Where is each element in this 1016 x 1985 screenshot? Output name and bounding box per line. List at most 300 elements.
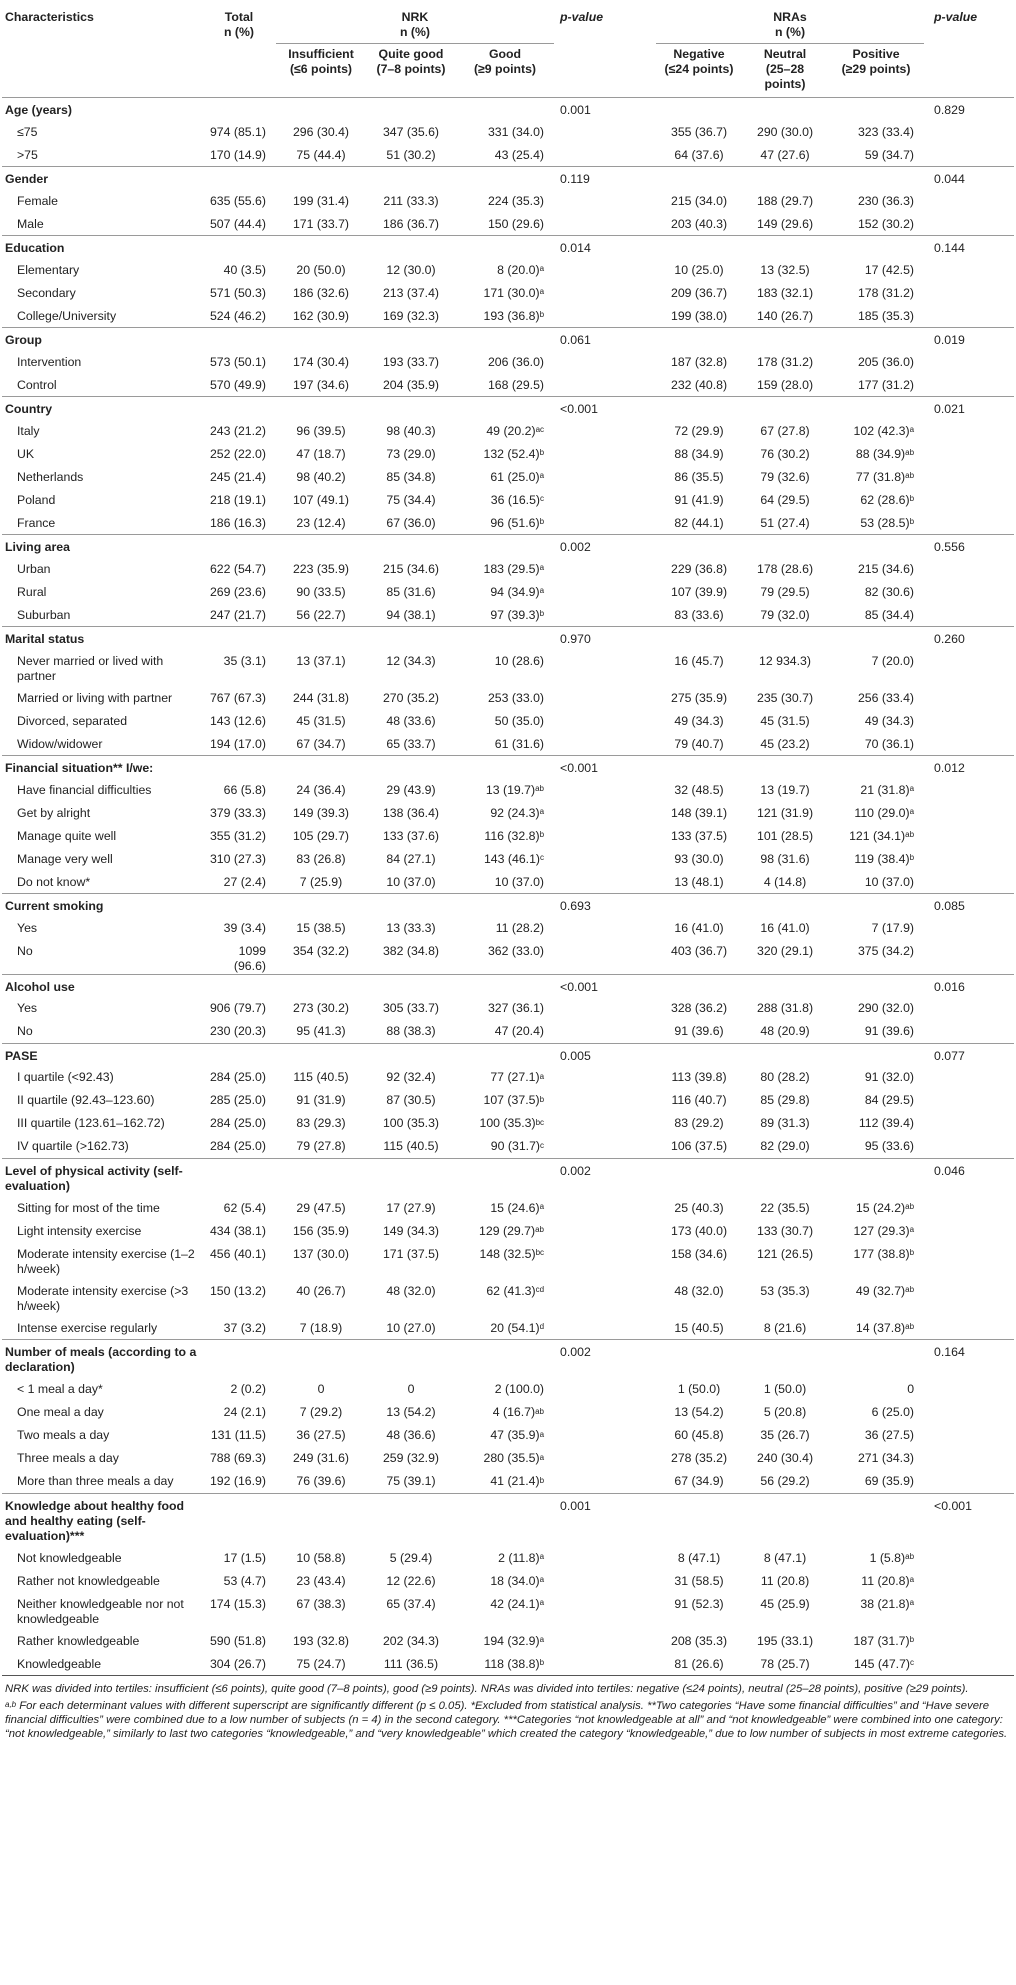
table-row [2, 848, 1014, 871]
cell-value: 10 (58.8) [296, 1550, 346, 1565]
group-row [2, 167, 1014, 190]
cell-value: 12 (22.6) [386, 1573, 436, 1588]
cell-total: 186 (16.3) [209, 515, 266, 530]
table-row [2, 489, 1014, 512]
cell-value: 79 (32.0) [760, 607, 810, 622]
cell-value: 90 $(31.7)^c$ [490, 1139, 545, 1153]
cell-value: 73 (29.0) [386, 446, 436, 461]
cell-value: 13 (33.3) [386, 920, 436, 935]
significance-superscript: b [909, 1248, 915, 1258]
cell-value: 4 (14.8) [763, 874, 807, 889]
table-row [2, 558, 1014, 581]
cell-value: 240 (30.4) [756, 1451, 814, 1465]
group-title: Current smoking [2, 894, 202, 917]
cell-value: 275 (35.9) [670, 690, 728, 705]
cell-value: 51 (27.4) [760, 515, 810, 530]
cell-total: 379 (33.3) [209, 805, 266, 820]
cell-value: 20 (50.0) [296, 262, 346, 277]
p-value-nrk: 0.061 [554, 328, 656, 351]
cell-value: 64 (37.6) [674, 147, 724, 162]
cell-value: 169 (32.3) [382, 308, 440, 323]
table-row [2, 650, 1014, 687]
row-label: Have financial difficulties [17, 782, 152, 797]
row-label: Do not know* [17, 874, 91, 889]
cell-value: 133 (37.6) [382, 828, 440, 843]
p-value-nras: 0.085 [924, 894, 1014, 917]
row-label: Control [17, 377, 57, 392]
significance-superscript: c [910, 1658, 915, 1668]
row-label: Widow/widower [17, 736, 103, 751]
row-label: IV quartile (>162.73) [17, 1139, 129, 1153]
cell-value: 270 (35.2) [382, 690, 440, 705]
cell-total: 434 (38.1) [209, 1223, 266, 1238]
cell-value: 273 (30.2) [292, 1001, 350, 1015]
cell-value: 65 (33.7) [386, 736, 436, 751]
group-title: Marital status [2, 627, 202, 650]
table-row [2, 1470, 1014, 1493]
cell-value: 8 $(20.0)^a$ [497, 262, 545, 277]
significance-superscript: ab [905, 1552, 915, 1562]
cell-value: 5 (20.8) [763, 1405, 807, 1419]
table-footnotes [2, 1676, 1014, 1742]
cell-value: 13 (19.7) [760, 782, 810, 797]
cell-total: 284 (25.0) [209, 1116, 266, 1130]
cell-value: 331 (34.0) [487, 124, 545, 139]
cell-value: 208 (35.3) [670, 1633, 728, 1648]
cell-value: 97 $(39.3)^b$ [490, 607, 545, 622]
cell-value: 118 $(38.8)^b$ [484, 1656, 545, 1671]
cell-total: 1099 (96.6) [233, 943, 266, 973]
cell-value: 79 (27.8) [296, 1139, 346, 1153]
cell-value: 16 (41.0) [760, 920, 810, 935]
p-value-nrk: <0.001 [554, 397, 656, 420]
cell-value: 230 (36.3) [857, 193, 915, 208]
p-value-nras: 0.260 [924, 627, 1014, 650]
cell-total: 355 (31.2) [209, 828, 266, 843]
table-row [2, 733, 1014, 756]
significance-superscript: ab [905, 1322, 915, 1332]
cell-value: 11 (20.8) [760, 1573, 810, 1588]
cell-value: 204 (35.9) [382, 377, 440, 392]
table-row [2, 420, 1014, 443]
col-p-value-nras: p-value [934, 10, 978, 24]
cell-value: 75 (24.7) [296, 1656, 346, 1671]
cell-value: 101 (28.5) [756, 828, 814, 843]
cell-value: 10 (25.0) [674, 262, 724, 277]
table-row [2, 1089, 1014, 1112]
table-row [2, 213, 1014, 236]
table-row [2, 802, 1014, 825]
cell-value: 253 (33.0) [487, 690, 545, 705]
cell-value: 77 $(31.8)^{ab}$ [855, 469, 915, 484]
cell-value: 148 $(32.5)^{bc}$ [479, 1246, 545, 1261]
row-label: II quartile (92.43–123.60) [17, 1093, 155, 1107]
cell-value: 7 (25.9) [299, 874, 343, 889]
cell-value: 13 (48.1) [674, 874, 724, 889]
cell-value: 36 (27.5) [296, 1428, 346, 1442]
p-value-nrk: <0.001 [554, 756, 656, 779]
cell-total: 230 (20.3) [209, 1024, 266, 1038]
cell-value: 91 (31.9) [296, 1093, 346, 1107]
col-total: Total n (%) [223, 10, 255, 39]
cell-value: 79 (32.6) [760, 469, 810, 484]
cell-value: 85 (34.8) [386, 469, 436, 484]
cell-value: 98 (40.3) [386, 423, 436, 438]
significance-superscript: a [539, 1452, 545, 1462]
table-row [2, 604, 1014, 627]
cell-value: 224 (35.3) [487, 193, 545, 208]
cell-value: 61 (31.6) [494, 736, 545, 751]
cell-value: 67 (27.8) [760, 423, 810, 438]
cell-value: 327 (36.1) [487, 1001, 545, 1015]
row-label: Married or living with partner [17, 690, 173, 705]
cell-value: 16 (45.7) [674, 653, 724, 668]
row-label: Suburban [17, 607, 71, 622]
row-label: Moderate intensity exercise (1–2 h/week) [17, 1246, 195, 1276]
cell-value: 183 (32.1) [756, 285, 814, 300]
cell-value: 22 (35.5) [760, 1200, 810, 1215]
table-row [2, 466, 1014, 489]
table-row [2, 1547, 1014, 1570]
cell-value: 138 (36.4) [382, 805, 440, 820]
cell-value: 67 (36.0) [386, 515, 436, 530]
cell-value: 92 (32.4) [386, 1070, 436, 1084]
cell-total: 767 (67.3) [209, 690, 266, 705]
significance-superscript: a [539, 586, 545, 596]
p-value-nras: 0.019 [924, 328, 1014, 351]
cell-value: 15 (40.5) [674, 1320, 724, 1335]
cell-value: 53 (35.3) [760, 1283, 810, 1298]
row-label: ≤75 [17, 124, 38, 139]
cell-value: 375 (34.2) [857, 943, 915, 958]
cell-value: 2 $(11.8)^a$ [498, 1550, 545, 1565]
group-title: Knowledge about healthy food and healthy eating (self-evaluation)*** [2, 1493, 202, 1547]
cell-value: 197 (34.6) [292, 377, 350, 392]
cell-value: 129 $(29.7)^{ab}$ [479, 1223, 545, 1238]
significance-superscript: bc [535, 1248, 545, 1258]
cell-value: 59 (34.7) [864, 147, 915, 162]
cell-value: 0 [317, 1382, 325, 1396]
cell-value: 11 (28.2) [495, 920, 545, 935]
cell-value: 78 (25.7) [760, 1656, 810, 1671]
cell-value: 320 (29.1) [756, 943, 814, 958]
row-label: Urban [17, 561, 51, 576]
cell-total: 17 (1.5) [223, 1550, 266, 1565]
cell-total: 247 (21.7) [209, 607, 266, 622]
cell-total: 570 (49.9) [209, 377, 266, 392]
cell-value: 137 (30.0) [292, 1246, 350, 1261]
cell-value: 91 (52.3) [674, 1596, 724, 1611]
cell-value: 90 (33.5) [296, 584, 346, 599]
cell-total: 245 (21.4) [209, 469, 266, 484]
table-row [2, 144, 1014, 167]
cell-total: 622 (54.7) [209, 561, 266, 576]
cell-value: 76 (30.2) [760, 446, 810, 461]
cell-value: 48 (32.0) [386, 1283, 436, 1298]
cell-value: 173 (40.0) [670, 1223, 728, 1238]
table-row [2, 581, 1014, 604]
cell-value: 0 [407, 1382, 415, 1396]
cell-total: 62 (5.4) [223, 1200, 266, 1215]
table-row [2, 1593, 1014, 1630]
significance-superscript: c [540, 853, 545, 863]
cell-value: 271 (34.3) [857, 1451, 915, 1465]
row-label: Manage very well [17, 851, 113, 866]
cell-total: 304 (26.7) [209, 1656, 266, 1671]
cell-total: 143 (12.6) [209, 713, 266, 728]
cell-value: 223 (35.9) [292, 561, 350, 576]
cell-value: 100 $(35.3)^{bc}$ [479, 1116, 545, 1130]
cell-value: 12 934.3) [759, 653, 811, 668]
cell-value: 10 (27.0) [386, 1320, 436, 1335]
significance-superscript: a [539, 471, 545, 481]
group-row [2, 974, 1014, 997]
cell-value: 84 (27.1) [386, 851, 436, 866]
cell-value: 121 $(34.1)^{ab}$ [849, 828, 915, 843]
cell-value: 89 (31.3) [760, 1116, 810, 1130]
cell-value: 96 $(51.6)^b$ [490, 515, 545, 530]
significance-superscript: b [539, 1094, 545, 1104]
cell-value: 2 (100.0) [494, 1382, 545, 1396]
cell-value: 195 (33.1) [756, 1633, 814, 1648]
footnote-significance: $^{a,b}$ For each determinant values with different superscript are significantly different (p ≤ 0.05). *Excluded from statistical analysis. **Two categories “Have some financial difficulties” and “Have severe financial difficulties” were combined due to a low number of subjects (n = 4) in the second category. ***Categories “not knowledgeable at all” and “not knowledgeable” were combined into one category: “not knowledgeable,” similarly to last two categories “knowledgeable,” and “very knowledgeable” which created the category “knowledgeable,” due to low number of subjects in most extreme categories. [5, 1699, 1008, 1740]
cell-value: 1 (50.0) [763, 1382, 807, 1396]
cell-total: 573 (50.1) [209, 354, 266, 369]
cell-value: 94 $(34.9)^a$ [490, 584, 545, 599]
significance-superscript: d [539, 1322, 545, 1332]
cell-value: 107 $(37.5)^b$ [483, 1093, 545, 1107]
row-label: Elementary [17, 262, 80, 277]
row-label: I quartile (<92.43) [17, 1070, 114, 1084]
table-row [2, 825, 1014, 848]
cell-total: 456 (40.1) [209, 1246, 266, 1261]
cell-value: 202 (34.3) [382, 1633, 440, 1648]
row-label: Intense exercise regularly [17, 1320, 158, 1335]
cell-value: 156 (35.9) [292, 1223, 350, 1238]
table-row [2, 687, 1014, 710]
cell-value: 98 (40.2) [296, 469, 346, 484]
p-value-nras: 0.164 [924, 1340, 1014, 1379]
table-row [2, 710, 1014, 733]
group-title: Financial situation** I/we: [2, 756, 202, 779]
cell-value: 288 (31.8) [756, 1001, 814, 1015]
cell-value: 60 (45.8) [674, 1428, 724, 1442]
cell-total: 310 (27.3) [209, 851, 266, 866]
cell-total: 524 (46.2) [209, 308, 266, 323]
cell-value: 1 $(5.8)^{ab}$ [869, 1550, 915, 1565]
p-value-nras: 0.556 [924, 535, 1014, 558]
cell-value: 17 (27.9) [386, 1200, 436, 1215]
p-value-nras: 0.012 [924, 756, 1014, 779]
group-row [2, 1158, 1014, 1197]
cell-value: 82 (44.1) [674, 515, 724, 530]
col-insufficient: Insufficient (≤6 points) [276, 44, 366, 98]
cell-value: 205 (36.0) [857, 354, 915, 369]
table-row [2, 1570, 1014, 1593]
cell-value: 215 (34.6) [857, 561, 915, 576]
group-row [2, 1043, 1014, 1066]
cell-value: 12 (34.3) [386, 653, 436, 668]
cell-value: 193 (33.7) [382, 354, 440, 369]
group-title: Level of physical activity (self-evaluation) [2, 1158, 202, 1197]
cell-value: 213 (37.4) [382, 285, 440, 300]
row-label: Three meals a day [17, 1451, 119, 1465]
significance-superscript: a [539, 1429, 545, 1439]
cell-value: 133 (30.7) [756, 1223, 814, 1238]
table-row [2, 1197, 1014, 1220]
cell-value: 8 (47.1) [763, 1550, 807, 1565]
significance-superscript: ab [905, 830, 915, 840]
cell-value: 119 $(38.4)^b$ [854, 851, 915, 866]
cell-total: 192 (16.9) [209, 1474, 266, 1488]
cell-value: 95 (41.3) [296, 1024, 346, 1038]
cell-value: 229 (36.8) [670, 561, 728, 576]
cell-value: 50 (35.0) [494, 713, 545, 728]
cell-value: 158 (34.6) [670, 1246, 728, 1261]
table-row [2, 374, 1014, 397]
cell-total: 285 (25.0) [209, 1093, 266, 1107]
cell-value: 48 (32.0) [674, 1283, 724, 1298]
cell-value: 96 (39.5) [296, 423, 346, 438]
table-row [2, 443, 1014, 466]
col-nras: NRAs n (%) [773, 10, 807, 39]
cell-total: 590 (51.8) [209, 1633, 266, 1648]
cell-value: 29 (43.9) [386, 782, 436, 797]
cell-value: 328 (36.2) [670, 1001, 728, 1015]
table-row [2, 1317, 1014, 1340]
row-label: Secondary [17, 285, 76, 300]
significance-superscript: b [539, 310, 545, 320]
cell-value: 178 (28.6) [756, 561, 814, 576]
cell-value: 206 (36.0) [487, 354, 545, 369]
significance-superscript: b [539, 609, 545, 619]
significance-superscript: ab [905, 1285, 915, 1295]
cell-value: 41 $(21.4)^b$ [490, 1474, 545, 1488]
significance-superscript: b [539, 1475, 545, 1485]
cell-value: 174 (30.4) [292, 354, 350, 369]
cell-value: 13 (32.5) [760, 262, 810, 277]
cell-value: 6 (25.0) [871, 1405, 915, 1419]
cell-total: 635 (55.6) [209, 193, 266, 208]
cell-value: 48 (36.6) [386, 1428, 436, 1442]
significance-superscript: c [540, 1140, 545, 1150]
p-value-nrk: 0.005 [554, 1043, 656, 1066]
cell-value: 168 (29.5) [487, 377, 545, 392]
significance-superscript: a [909, 807, 915, 817]
cell-value: 10 (28.6) [494, 653, 545, 668]
cell-value: 186 (32.6) [292, 285, 350, 300]
cell-value: 280 $(35.5)^a$ [483, 1451, 545, 1465]
cell-value: 25 (40.3) [674, 1200, 724, 1215]
table-row [2, 1066, 1014, 1089]
col-positive: Positive (≥29 points) [828, 44, 924, 98]
table-row [2, 190, 1014, 213]
row-label: Rather not knowledgeable [17, 1573, 160, 1588]
row-label: Light intensity exercise [17, 1223, 142, 1238]
cell-value: 354 (32.2) [292, 943, 350, 958]
cell-value: 38 $(21.8)^a$ [860, 1596, 915, 1611]
cell-value: 244 (31.8) [292, 690, 350, 705]
cell-value: 45 (23.2) [760, 736, 810, 751]
cell-total: 507 (44.4) [209, 216, 266, 231]
cell-value: 75 (39.1) [386, 1474, 436, 1488]
cell-value: 5 (29.4) [389, 1550, 433, 1565]
cell-value: 88 $(34.9)^{ab}$ [855, 446, 915, 461]
cell-value: 187 (32.8) [670, 354, 728, 369]
cell-value: 36 $(16.5)^c$ [490, 492, 545, 507]
row-label: >75 [17, 147, 38, 162]
row-label: III quartile (123.61–162.72) [17, 1116, 165, 1130]
cell-value: 194 $(32.9)^a$ [483, 1633, 545, 1648]
cell-value: 45 (25.9) [760, 1596, 810, 1611]
cell-value: 94 (38.1) [386, 607, 436, 622]
table-row [2, 1653, 1014, 1676]
cell-value: 77 $(27.1)^a$ [490, 1070, 545, 1084]
cell-value: 185 (35.3) [857, 308, 915, 323]
cell-value: 100 (35.3) [382, 1116, 440, 1130]
cell-value: 187 $(31.7)^b$ [853, 1633, 915, 1648]
table-row [2, 1424, 1014, 1447]
cell-value: 305 (33.7) [382, 1001, 440, 1015]
cell-value: 249 (31.6) [292, 1451, 350, 1465]
cell-value: 67 (38.3) [296, 1596, 346, 1611]
row-label: Manage quite well [17, 828, 117, 843]
cell-value: 92 $(24.3)^a$ [490, 805, 545, 820]
cell-value: 83 (33.6) [674, 607, 724, 622]
cell-value: 98 (31.6) [760, 851, 810, 866]
cell-total: 39 (3.4) [223, 920, 266, 935]
cell-value: 112 (39.4) [858, 1116, 915, 1130]
table-row [2, 1135, 1014, 1158]
cell-value: 62 $(28.6)^b$ [860, 492, 915, 507]
cell-value: 42 $(24.1)^a$ [490, 1596, 545, 1611]
cell-value: 75 (44.4) [296, 147, 346, 162]
significance-superscript: a [909, 425, 915, 435]
group-title: Living area [2, 535, 202, 558]
table-row [2, 1112, 1014, 1135]
p-value-nrk: <0.001 [554, 974, 656, 997]
p-value-nrk: 0.119 [554, 167, 656, 190]
cell-value: 36 (27.5) [864, 1428, 915, 1442]
cell-total: 66 (5.8) [223, 782, 266, 797]
table-row [2, 121, 1014, 144]
cell-total: 24 (2.1) [223, 1405, 266, 1419]
significance-superscript: a [909, 1575, 915, 1585]
cell-value: 47 (27.6) [760, 147, 810, 162]
cell-value: 70 (36.1) [864, 736, 915, 751]
row-label: Rather knowledgeable [17, 1633, 140, 1648]
row-label: UK [17, 446, 35, 461]
significance-superscript: b [539, 448, 545, 458]
cell-value: 178 (31.2) [756, 354, 814, 369]
table-row [2, 1243, 1014, 1280]
cell-value: 106 (37.5) [670, 1139, 728, 1153]
cell-value: 203 (40.3) [670, 216, 728, 231]
cell-total: 974 (85.1) [209, 124, 266, 139]
group-title: Education [2, 236, 202, 259]
row-label: Italy [17, 423, 40, 438]
p-value-nras: <0.001 [924, 1493, 1014, 1547]
col-nrk: NRK n (%) [399, 10, 431, 39]
cell-value: 127 $(29.3)^a$ [853, 1223, 915, 1238]
cell-total: 53 (4.7) [223, 1573, 266, 1588]
cell-value: 188 (29.7) [756, 193, 814, 208]
significance-superscript: b [539, 830, 545, 840]
cell-value: 91 (39.6) [864, 1024, 915, 1038]
group-row [2, 1340, 1014, 1379]
cell-value: 115 (40.5) [383, 1139, 439, 1153]
significance-superscript: a [539, 563, 545, 573]
